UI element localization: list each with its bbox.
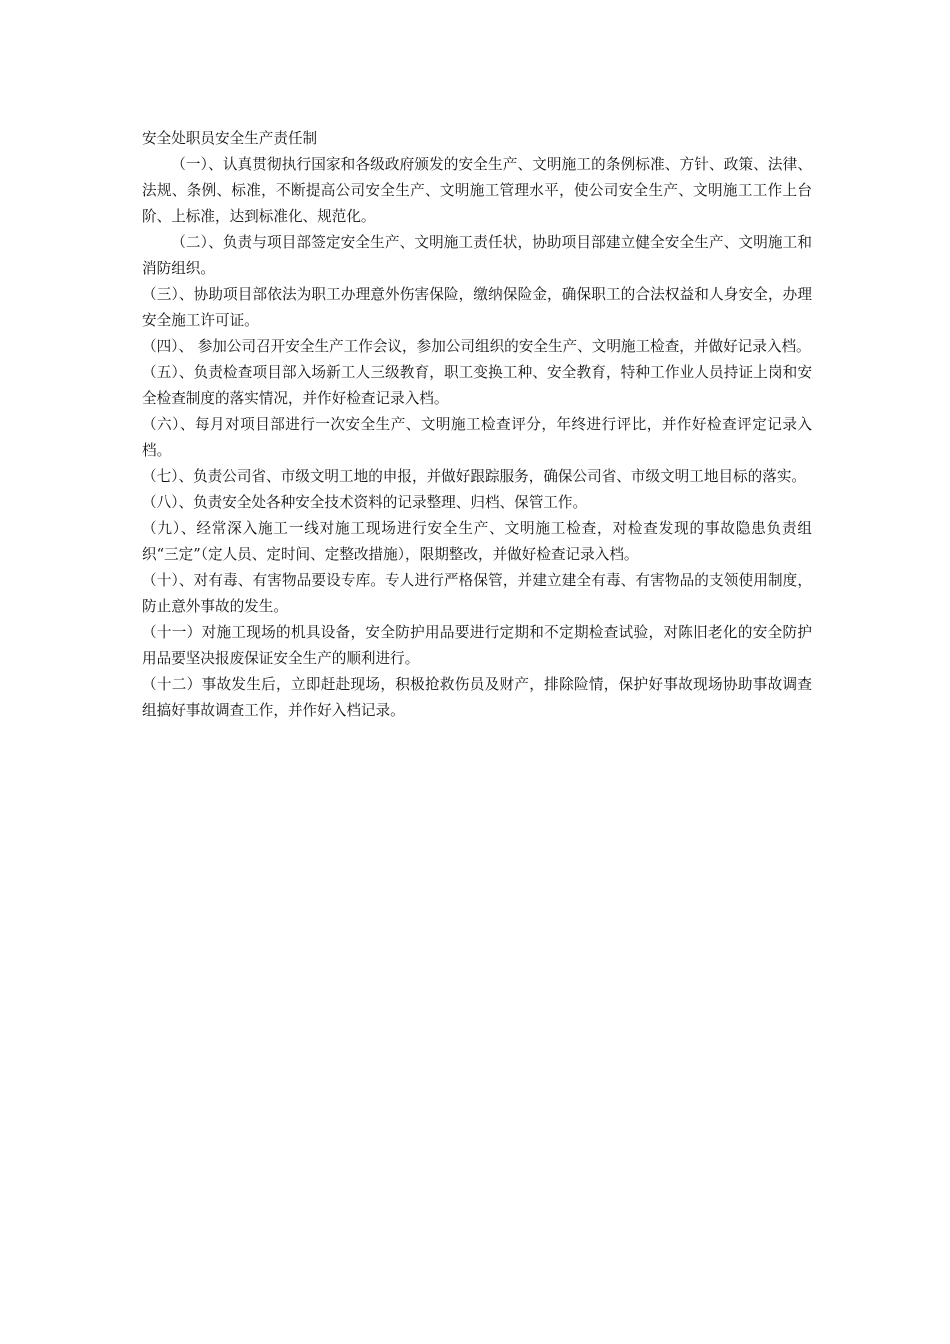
clause-7: （七）、负责公司省、市级文明工地的申报，并做好跟踪服务，确保公司省、市级文明工地目标的落实。	[142, 468, 807, 485]
clause-1: （一）、认真贯彻执行国家和各级政府颁发的安全生产、文明施工的条例标准、方针、政策、法律、法规、条例、标准，不断提高公司安全生产、文明施工管理水平，使公司安全生产、文明施工工作上台阶、上标准，达到标准化、规范化。	[142, 156, 812, 225]
document-title: 安全处职员安全生产责任制	[142, 130, 318, 147]
clause-9: （九）、经常深入施工一线对施工现场进行安全生产、文明施工检查，对检查发现的事故隐患负责组织“三定”（定人员、定时间、定整改措施），限期整改，并做好检查记录入档。	[142, 520, 812, 563]
clause-4: （四）、 参加公司召开安全生产工作会议，参加公司组织的安全生产、文明施工检查，并做好记录入档。	[142, 338, 811, 355]
document-page	[142, 126, 812, 724]
clause-12: （十二）事故发生后，立即赶赴现场，积极抢救伤员及财产，排除险情，保护好事故现场协助事故调查组搞好事故调查工作，并作好入档记录。	[142, 676, 812, 719]
clause-3: （三）、协助项目部依法为职工办理意外伤害保险，缴纳保险金，确保职工的合法权益和人身安全，办理安全施工许可证。	[142, 286, 812, 329]
clause-5: （五）、负责检查项目部入场新工人三级教育，职工变换工种、安全教育，特种工作业人员持证上岗和安全检查制度的落实情况，并作好检查记录入档。	[142, 364, 812, 407]
clause-6: （六）、每月对项目部进行一次安全生产、文明施工检查评分，年终进行评比，并作好检查评定记录入档。	[142, 416, 812, 459]
clause-8: （八）、负责安全处各种安全技术资料的记录整理、归档、保管工作。	[142, 494, 588, 511]
clause-11: （十一）对施工现场的机具设备，安全防护用品要进行定期和不定期检查试验，对陈旧老化的安全防护用品要坚决报废保证安全生产的顺利进行。	[142, 624, 812, 667]
clause-2: （二）、负责与项目部签定安全生产、文明施工责任状，协助项目部建立健全安全生产、文明施工和消防组织。	[142, 234, 812, 277]
clause-10: （十）、对有毒、有害物品要设专库。专人进行严格保管，并建立建全有毒、有害物品的支领使用制度，防止意外事故的发生。	[142, 572, 812, 615]
